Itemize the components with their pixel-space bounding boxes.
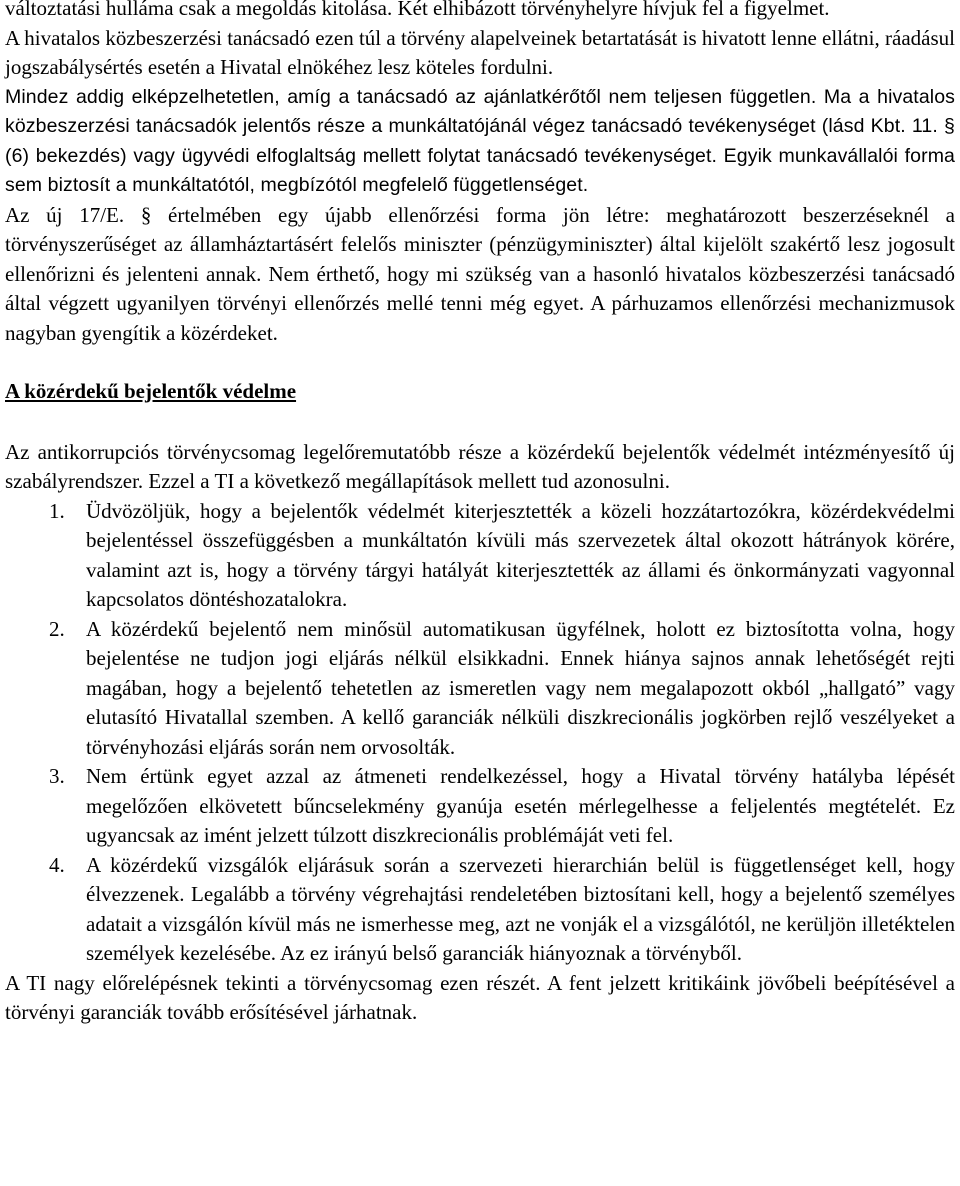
list-item-text: A közérdekű bejelentő nem minősül automatikusan ügyfélnek, holott ez biztosította volna, hogy bejelentése ne tudjon jogi eljárás nélkül elsikkadni. Ennek hiánya sajnos annak lehetőségét rejti magában, hogy a bejelentő tehetetlen az ismeretlen vagy nem megalapozott okból „hallgató” vagy elutasító Hivatallal szemben. A kellő garanciák nélküli diszkrecionális jogkörben rejlő veszélyeket a törvényhozási eljárás során nem orvosolták. [86, 616, 955, 759]
list-item-number: 2. [49, 616, 65, 641]
paragraph-continuation: változtatási hulláma csak a megoldás kitolása. Két elhibázott törvényhelyre hívjuk fel a figyelmet. [5, 0, 830, 20]
list-item-text: Nem értünk egyet azzal az átmeneti rendelkezéssel, hogy a Hivatal törvény hatályba lépését megelőzően elkövetett bűncselekmény gyanúja esetén mérlegelhesse a feljelentés megtételét. Ez ugyancsak az imént jelzett túlzott diszkrecionális problémáját veti fel. [86, 764, 955, 847]
section-heading: A közérdekű bejelentők védelme [5, 379, 297, 403]
findings-list [5, 497, 955, 969]
list-item [5, 762, 955, 851]
paragraph-independence: Mindez addig elképzelhetetlen, amíg a tanácsadó az ajánlatkérőtől nem teljesen független. Ma a hivatalos közbeszerzési tanácsadók jelentős része a munkáltatójánál végez tanácsadó tevékenységet (lásd Kbt. 11. § (6) bekezdés) vagy ügyvédi elfoglaltság mellett folytat tanácsadó tevékenységet. Egyik munkavállalói forma sem biztosít a munkáltatótól, megbízótól megfelelő függetlenséget. [5, 85, 955, 196]
list-item [5, 497, 955, 615]
list-item [5, 615, 955, 763]
list-item [5, 851, 955, 969]
list-item-number: 1. [49, 498, 65, 523]
paragraph-control: Az új 17/E. § értelmében egy újabb ellenőrzési forma jön létre: meghatározott beszerzéseknél a törvényszerűséget az államháztartásért felelős miniszter (pénzügyminiszter) által kijelölt szakértő lesz jogosult ellenőrizni és jelenteni annak. Nem érthető, hogy mi szükség van a hasonló hivatalos közbeszerzési tanácsadó által végzett ugyanilyen törvényi ellenőrzés mellé tenni még egyet. A párhuzamos ellenőrzési mechanizmusok nagyban gyengítik a közérdeket. [5, 202, 955, 345]
list-item-number: 4. [49, 852, 65, 877]
paragraph-intro: Az antikorrupciós törvénycsomag legelőremutatóbb része a közérdekű bejelentők védelmét intézményesítő új szabályrendszer. Ezzel a TI a következő megállapítások mellett tud azonosulni. [5, 439, 955, 493]
document-page [5, 0, 955, 1028]
list-item-number: 3. [49, 764, 65, 788]
paragraph-advisor: A hivatalos közbeszerzési tanácsadó ezen túl a törvény alapelveinek betartatását is hivatott lenne ellátni, ráadásul jogszabálysértés esetén a Hivatal elnökéhez lesz köteles fordulni. [5, 25, 955, 79]
paragraph-closing: A TI nagy előrelépésnek tekinti a törvénycsomag ezen részét. A fent jelzett kritikáink jövőbeli beépítésével a törvényi garanciák tovább erősítésével járhatnak. [5, 970, 955, 1024]
list-item-text: A közérdekű vizsgálók eljárásuk során a szervezeti hierarchián belül is függetlenséget kell, hogy élvezzenek. Legalább a törvény végrehajtási rendeletében biztosítani kell, hogy a bejelentő személyes adatait a vizsgálón kívül más ne ismerhesse meg, azt ne vonják el a vizsgálótól, ne kerüljön illetéktelen személyek kezelésébe. Az ez irányú belső garanciák hiányoznak a törvényből. [86, 852, 955, 965]
list-item-text: Üdvözöljük, hogy a bejelentők védelmét kiterjesztették a közeli hozzátartozókra, közérdekvédelmi bejelentéssel összefüggésben a munkáltatón kívüli más szervezetek által okozott hátrányok körére, valamint azt is, hogy a törvény tárgyi hatályát kiterjesztették az állami és önkormányzati vagyonnal kapcsolatos döntéshozatalokra. [86, 498, 955, 611]
